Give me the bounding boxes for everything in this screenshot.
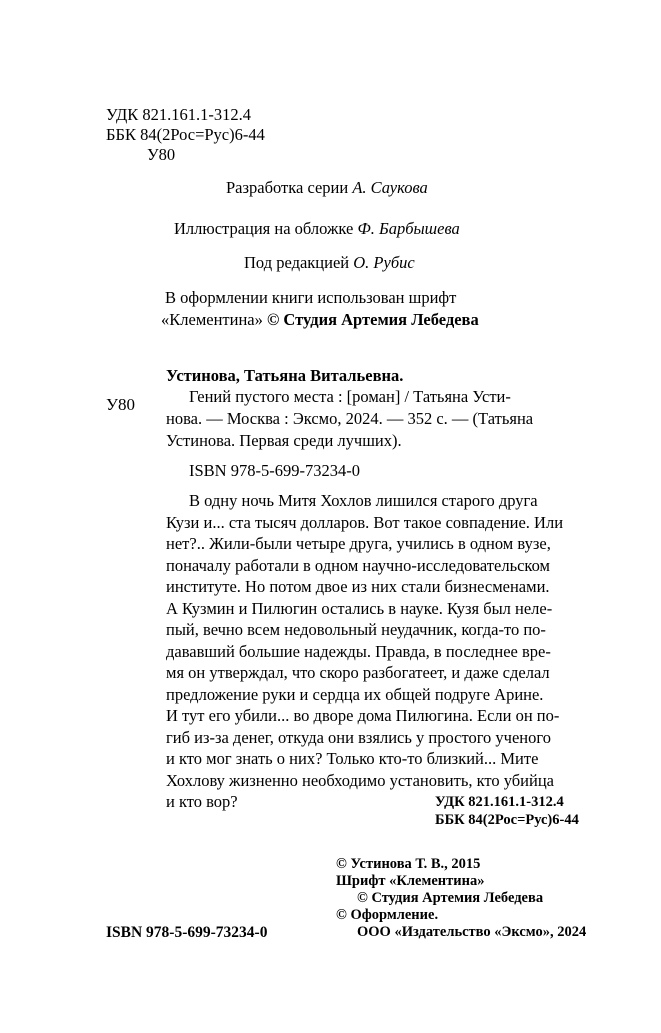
annotation-line: дававший большие надежды. Правда, в последнее вре- xyxy=(166,642,551,661)
copyright-design: © Оформление. xyxy=(336,907,439,923)
udk-code: УДК 821.161.1-312.4 xyxy=(106,105,252,124)
cover-credit-name: Ф. Барбышева xyxy=(357,219,460,238)
footer-isbn: ISBN 978-5-699-73234-0 xyxy=(106,924,268,941)
cover-credit xyxy=(174,218,460,239)
editor-credit-prefix: Под редакцией xyxy=(244,253,350,272)
author-mark: У80 xyxy=(147,145,176,164)
copyright-publisher: ООО «Издательство «Эксмо», 2024 xyxy=(357,924,587,940)
series-credit-prefix: Разработка серии xyxy=(226,178,349,197)
annotation-line: поначалу работали в одном научно-исследовательском xyxy=(166,556,550,575)
annotation-line: Хохлову жизненно необходимо установить, кто убийца xyxy=(166,771,554,790)
annotation-line: мя он утверждал, что скоро разбогатеет, и даже сделал xyxy=(166,663,550,682)
editor-credit-name: О. Рубис xyxy=(353,253,415,272)
annotation-line: и кто вор? xyxy=(166,792,238,811)
annotation-line: пый, вечно всем недовольный неудачник, когда-то по- xyxy=(166,620,546,639)
annotation-line: предложение руки и сердца их общей подруге Арине. xyxy=(166,685,544,704)
footer-bbk: ББК 84(2Рос=Рус)6-44 xyxy=(435,812,579,828)
catalog-title-line1: Гений пустого места : [роман] / Татьяна Усти- xyxy=(189,387,511,406)
annotation-line: А Кузмин и Пилюгин остались в науке. Кузя был неле- xyxy=(166,599,553,618)
copyright-author: © Устинова Т. В., 2015 xyxy=(336,856,481,872)
catalog-author: Устинова, Татьяна Витальевна. xyxy=(166,366,404,385)
series-credit xyxy=(226,177,428,198)
copyright-font-studio: © Студия Артемия Лебедева xyxy=(357,890,544,906)
font-notice-name: «Клементина» xyxy=(161,310,263,329)
font-notice-line1: В оформлении книги использован шрифт xyxy=(165,288,457,307)
copyright-font-label: Шрифт «Клементина» xyxy=(336,873,485,889)
annotation-line: В одну ночь Митя Хохлов лишился старого друга xyxy=(189,491,538,510)
catalog-mark: У80 xyxy=(106,395,136,414)
font-notice-studio: © Студия Артемия Лебедева xyxy=(266,310,479,329)
catalog-title-line2: нова. — Москва : Эксмо, 2024. — 352 с. — (Татьяна xyxy=(166,409,534,428)
annotation-line: Кузи и... ста тысяч долларов. Вот такое совпадение. Или xyxy=(166,513,564,532)
bbk-code: ББК 84(2Рос=Рус)6-44 xyxy=(106,125,265,144)
cover-credit-prefix: Иллюстрация на обложке xyxy=(174,219,354,238)
catalog-title-line3: Устинова. Первая среди лучших). xyxy=(166,431,402,450)
annotation-line: гиб из-за денег, откуда они взялись у простого ученого xyxy=(166,728,551,747)
annotation-line: институте. Но потом двое из них стали бизнесменами. xyxy=(166,577,550,596)
series-credit-name: А. Саукова xyxy=(352,178,428,197)
catalog-isbn: ISBN 978-5-699-73234-0 xyxy=(189,461,360,480)
editor-credit xyxy=(244,252,415,273)
annotation-line: нет?.. Жили-были четыре друга, учились в одном вузе, xyxy=(166,534,551,553)
annotation-line: И тут его убили... во дворе дома Пилюгина. Если он по- xyxy=(166,706,560,725)
annotation-line: и кто мог знать о них? Только кто-то близкий... Мите xyxy=(166,749,539,768)
font-notice-line2 xyxy=(161,309,479,330)
footer-udk: УДК 821.161.1-312.4 xyxy=(435,794,564,810)
